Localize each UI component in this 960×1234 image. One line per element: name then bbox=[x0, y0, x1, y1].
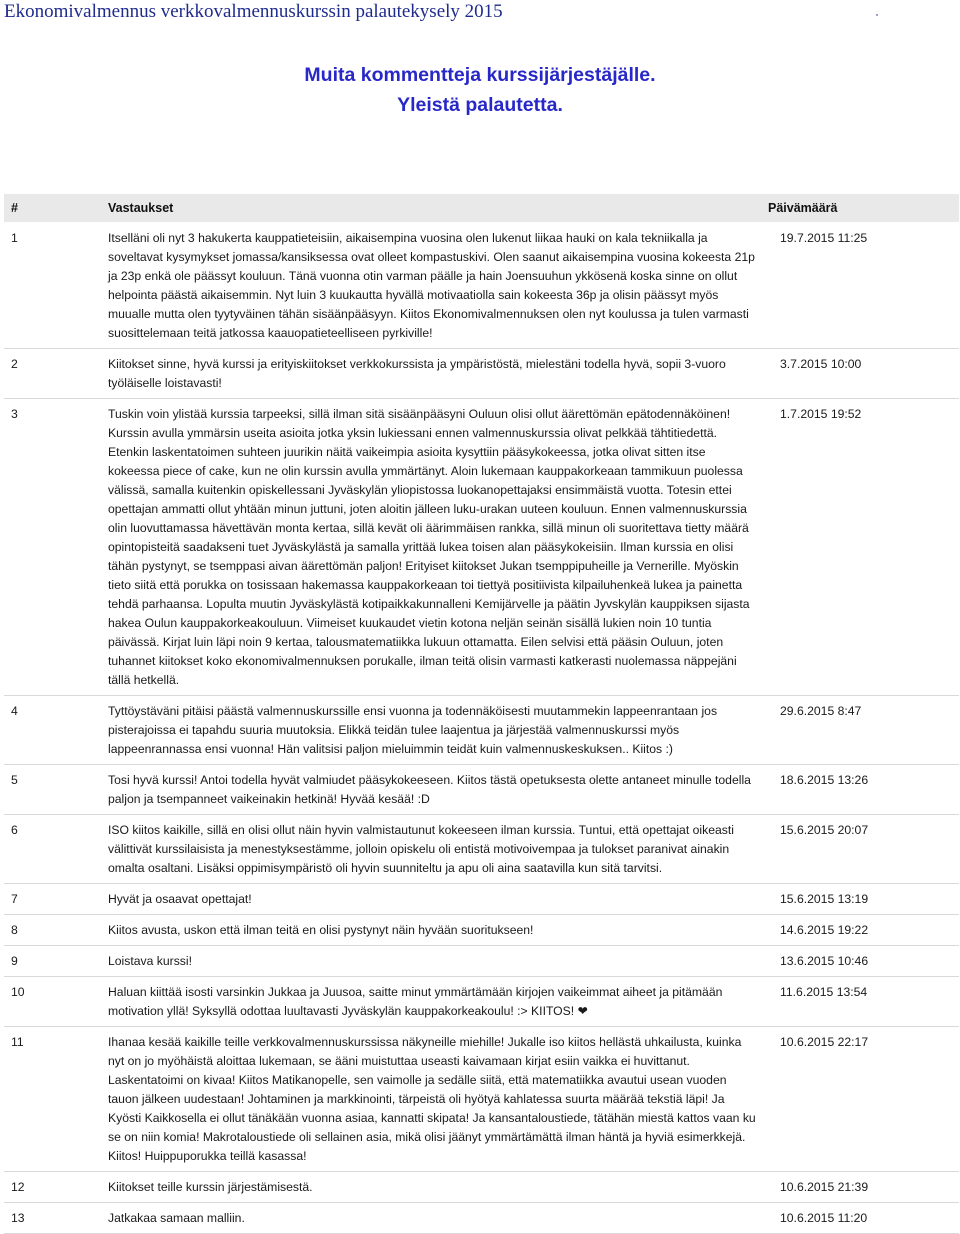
table-row bbox=[4, 946, 959, 977]
row-answer: Kiitokset teille kurssin järjestämisestä. bbox=[108, 1180, 313, 1194]
row-date: 18.6.2015 13:26 bbox=[780, 773, 869, 787]
header-date: Päivämäärä bbox=[768, 194, 959, 222]
row-answer: Jatkakaa samaan malliin. bbox=[108, 1211, 245, 1225]
row-answer: Tosi hyvä kurssi! Antoi todella hyvät valmiudet pääsykokeeseen. Kiitos tästä opetuksesta olette antaneet minulle todella paljon ja tsempanneet vaikeinakin hetkinä! Hyvää kesää! :D bbox=[108, 773, 751, 806]
row-date: 11.6.2015 13:54 bbox=[780, 985, 868, 999]
row-date: 3.7.2015 10:00 bbox=[780, 357, 862, 371]
header-answers: Vastaukset bbox=[108, 194, 768, 222]
table-row bbox=[4, 1027, 959, 1172]
table-row bbox=[4, 765, 959, 815]
row-number: 7 bbox=[11, 892, 18, 906]
table-body bbox=[4, 222, 959, 1234]
section-heading-line-1: Muita kommentteja kurssijärjestäjälle. bbox=[304, 64, 656, 86]
row-number: 9 bbox=[11, 954, 18, 968]
row-answer: Loistava kurssi! bbox=[108, 954, 192, 968]
row-number: 5 bbox=[11, 773, 18, 787]
row-date: 1.7.2015 19:52 bbox=[780, 407, 862, 421]
section-heading-line-2: Yleistä palautetta. bbox=[397, 94, 563, 116]
row-date: 14.6.2015 19:22 bbox=[780, 923, 869, 937]
section-heading bbox=[0, 60, 960, 120]
row-date: 10.6.2015 11:20 bbox=[780, 1211, 868, 1225]
row-answer: Tuskin voin ylistää kurssia tarpeeksi, sillä ilman sitä sisäänpääsyni Ouluun olisi ollut äärettömän epätodennäköinen! Kurssin avulla ymmärsin useita asioita jotka yksin lukiessani ennen valmennuskurssia olivat pelkkää tähtitiedettä. Etenkin laskentatoimen suhteen juurikin näitä vaikeimpia asioita kysyttiin pääsykokeessa, jotka olivat sitten itse kokeessa piece of cake, kun ne olin kurssin avulla ymmärtänyt. Aloin lukemaan kauppakorkeaan tammikuun puolessa välissä, samalla kuitenkin opiskellessani Jyväskylän yliopistossa luokanopettajaksi ensimmäistä vuotta. Totesin ettei opettajan ammatti ollut yhtään minun juttuni, joten aloitin jälleen luku-urakan uuteen kouluun. Ennen valmennuskurssia olin luovuttamassa hävettävän monta kertaa, sillä kevät oli äärimmäisen rankka, sillä minun oli suoritettava tietty määrä opintopisteitä saadakseni tuet Jyväskylästä ja samalla yrittää lukea toisen alan pääsykokeisiin. Ilman kurssia en olisi tähän pystynyt, se tsemppasi aivan äärettömän paljon! Erityiset kiitokset Jukan tsemppipuheille ja Vernerille. Myöskin tieto siitä että porukka on tosissaan hakemassa kauppakorkeaan toi tiettyä positiivista kilpailuhenkeä lukea ja painetta tehdä parhaansa. Lopulta muutin Jyväskylästä kotipaikkakunnalleni Kemijärvelle ja päätin Jyvskylän kauppiksen sijasta hakea Oulun kauppakorkeakouluun. Viimeiset kuukaudet vietin kotona neljän seinän sisällä lukien noin 10 tuntia päivässä. Kirjat luin läpi noin 9 kertaa, talousmatematiikka lukuun ottamatta. Eilen selvisi että pääsin Ouluun, joten tuhannet kiitokset koko ekonomivalmennuksen porukalle, ilman teitä olisin varmasti katkerasti nuolemassa näppejäni tällä hetkellä. bbox=[108, 407, 750, 687]
table-header-row bbox=[4, 194, 959, 222]
table-row bbox=[4, 815, 959, 884]
row-number: 1 bbox=[11, 231, 18, 245]
row-date: 15.6.2015 13:19 bbox=[780, 892, 869, 906]
row-answer: Kiitokset sinne, hyvä kurssi ja erityiskiitokset verkkokurssista ja ympäristöstä, mielestäni todella hyvä, sopii 3-vuoro työläiselle loistavasti! bbox=[108, 357, 726, 390]
row-number: 8 bbox=[11, 923, 18, 937]
table-row bbox=[4, 884, 959, 915]
document-title: Ekonomivalmennus verkkovalmennuskurssin palautekysely 2015 bbox=[4, 1, 503, 22]
row-answer: Hyvät ja osaavat opettajat! bbox=[108, 892, 252, 906]
row-number: 11 bbox=[11, 1035, 24, 1049]
header-number: # bbox=[4, 194, 108, 222]
decorative-dot bbox=[876, 14, 878, 16]
row-answer: Itselläni oli nyt 3 hakukerta kauppatieteisiin, aikaisempina vuosina olen lukenut liikaa hauki on kala tekniikalla ja soveltavat kysymykset jomassa/kansiksessa ovat olleet kompastuskivi. Olen saanut aikaisempina vuosina kokeesta 21p ja 23p enkä ole päässyt kouluun. Tänä vuonna otin varman päälle ja hain Joensuuhun ykkösenä koska sinne on ollut helpointa päästä aikaisemmin. Nyt luin 3 kuukautta hyvällä motivaatiolla sain kokeesta 36p ja olisin päässyt myös muualle mutta olen tyytyväinen tähän sisäänpääsyyn. Kiitos Ekonomivalmennuksen olen nyt koulussa ja tulen varmasti suosittelemaan teitä jatkossa kaauopatieteelliseen pyrkiville! bbox=[108, 231, 755, 340]
row-answer: Tyttöystäväni pitäisi päästä valmennuskurssille ensi vuonna ja todennäköisesti muutammekin lappeenrantaan jos pisterajoissa ei tapahdu suuria muutoksia. Elikkä teidän tulee laajentua ja järjestää valmennuskurssi myös lappeenrannassa ensi vuonna! Hän valitsisi paljon mieluimmin teidät kuin valmennuskeskuksen.. Kiitos :) bbox=[108, 704, 718, 756]
row-answer: Kiitos avusta, uskon että ilman teitä en olisi pystynyt näin hyvään suoritukseen! bbox=[108, 923, 534, 937]
row-number: 13 bbox=[11, 1211, 25, 1225]
row-answer: Haluan kiittää isosti varsinkin Jukkaa ja Juusoa, saitte minut ymmärtämään kirjojen vaikeimmat aiheet ja pitämään motivation yllä! Syksyllä odottaa luultavasti Jyväskylän kauppakorkeakoulu! :> KIITOS! ❤ bbox=[108, 985, 723, 1018]
table-row bbox=[4, 222, 959, 349]
row-date: 10.6.2015 22:17 bbox=[780, 1035, 869, 1049]
table-row bbox=[4, 1203, 959, 1234]
row-answer: Ihanaa kesää kaikille teille verkkovalmennuskurssissa näkyneille miehille! Jukalle iso kiitos hellästä uhkailusta, kuinka nyt on jo myöhäistä aloittaa lukemaan, se ääni muistuttaa useasti kaivamaan kirjat esiin vaikka ei huvittanut. Laskentatoimi on kivaa! Kiitos Matikanopelle, sen vaimolle ja sedälle siitä, että matematiikka avautui usean vuoden tauon jälkeen uudestaan! Johtaminen ja markkinointi, tärpeistä oli hyötyä kahlatessa suurta määrää tekstiä läpi! Ja Kyösti Kaikkosella ei ollut tänäkään vuonna asiaa, kannatti skipata! Ja kansantaloustiede, tätähän miestä kattos vaan ku se on niin komia! Makrotaloustiede oli sellainen asia, mikä olisi jäänyt ymmärtämättä ilman häntä ja hyviä esimerkkejä. Kiitos! Huippuporukka teillä kasassa! bbox=[108, 1035, 756, 1163]
row-number: 2 bbox=[11, 357, 18, 371]
row-number: 12 bbox=[11, 1180, 25, 1194]
row-date: 13.6.2015 10:46 bbox=[780, 954, 869, 968]
table-row bbox=[4, 915, 959, 946]
table-row bbox=[4, 349, 959, 399]
row-date: 10.6.2015 21:39 bbox=[780, 1180, 869, 1194]
row-number: 10 bbox=[11, 985, 25, 999]
table-row bbox=[4, 399, 959, 696]
row-date: 15.6.2015 20:07 bbox=[780, 823, 869, 837]
table-row bbox=[4, 977, 959, 1027]
feedback-table bbox=[4, 194, 959, 1234]
row-date: 29.6.2015 8:47 bbox=[780, 704, 862, 718]
row-number: 3 bbox=[11, 407, 18, 421]
table-row bbox=[4, 696, 959, 765]
table-row bbox=[4, 1172, 959, 1203]
row-date: 19.7.2015 11:25 bbox=[780, 231, 868, 245]
row-answer: ISO kiitos kaikille, sillä en olisi ollut näin hyvin valmistautunut kokeeseen ilman kurssia. Tuntui, että opettajat oikeasti välittivät kurssilaisista ja menestyksestämme, jolloin opiskelu oli entistä motivoivempaa ja tulokset paranivat ainakin omalta osaltani. Lisäksi oppimisympäristö oli hyvin suunniteltu ja apu oli aina saatavilla kun sitä tarvitsi. bbox=[108, 823, 734, 875]
row-number: 6 bbox=[11, 823, 18, 837]
row-number: 4 bbox=[11, 704, 18, 718]
